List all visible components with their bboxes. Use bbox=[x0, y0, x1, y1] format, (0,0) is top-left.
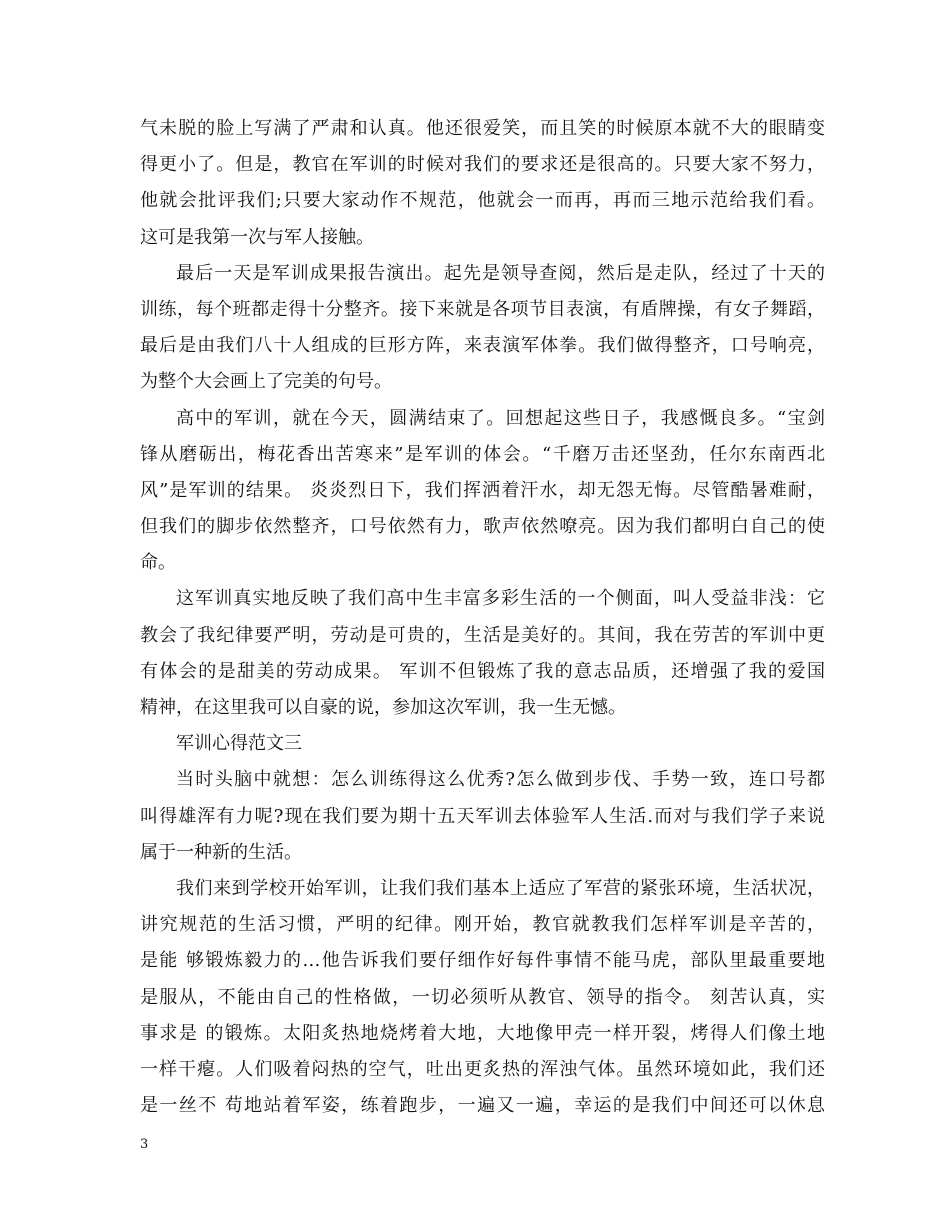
text-line: 是能 够锻炼毅力的…他告诉我们要仔细作好每件事情不能马虎，部队里最重要地 bbox=[140, 950, 825, 972]
text-line: 这可是我第一次与军人接触。 bbox=[140, 226, 374, 248]
text-line: 是一丝不 苟地站着军姿，练着跑步，一遍又一遍，幸运的是我们中间还可以休息 bbox=[140, 1095, 825, 1117]
text-line: 他就会批评我们;只要大家动作不规范，他就会一而再，再而三地示范给我们看。 bbox=[140, 190, 825, 212]
text-line: 风”是军训的结果。 炎炎烈日下，我们挥洒着汗水，却无怨无悔。尽管酷暑难耐， bbox=[140, 479, 825, 501]
page-number: 3 bbox=[140, 1137, 149, 1152]
text-line: 为整个大会画上了完美的句号。 bbox=[140, 371, 392, 393]
text-line: 训练，每个班都走得十分整齐。接下来就是各项节目表演，有盾牌操，有女子舞蹈， bbox=[140, 298, 825, 320]
text-line: 讲究规范的生活习惯，严明的纪律。刚开始，教官就教我们怎样军训是辛苦的， bbox=[140, 914, 825, 936]
text-line: 最后一天是军训成果报告演出。起先是领导查阅，然后是走队，经过了十天的 bbox=[176, 262, 825, 284]
text-line: 教会了我纪律要严明，劳动是可贵的，生活是美好的。其间，我在劳苦的军训中更 bbox=[140, 624, 825, 646]
text-line: 气未脱的脸上写满了严肃和认真。他还很爱笑，而且笑的时候原本就不大的眼睛变 bbox=[140, 118, 825, 139]
text-line: 属于一种新的生活。 bbox=[140, 841, 302, 863]
text-line: 锋从磨砺出，梅花香出苦寒来”是军训的体会。“千磨万击还坚劲，任尔东南西北 bbox=[140, 443, 825, 465]
text-line: 我们来到学校开始军训，让我们我们基本上适应了军营的紧张环境，生活状况， bbox=[176, 877, 825, 899]
text-line: 得更小了。但是，教官在军训的时候对我们的要求还是很高的。只要大家不努力， bbox=[140, 154, 825, 176]
text-line: 有体会的是甜美的劳动成果。 军训不但锻炼了我的意志品质，还增强了我的爱国 bbox=[140, 660, 825, 682]
text-line: 是服从，不能由自己的性格做，一切必须听从教官、领导的指令。 刻苦认真，实 bbox=[140, 986, 825, 1008]
text-line: 最后是由我们八十人组成的巨形方阵，来表演军体拳。我们做得整齐，口号响亮， bbox=[140, 335, 825, 357]
text-line: 叫得雄浑有力呢?现在我们要为期十五天军训去体验军人生活.而对与我们学子来说 bbox=[140, 805, 825, 827]
document-body bbox=[140, 111, 825, 1124]
text-line: 命。 bbox=[140, 552, 176, 574]
text-line: 高中的军训，就在今天，圆满结束了。回想起这些日子，我感慨良多。“宝剑 bbox=[176, 407, 825, 429]
text-line: 事求是 的锻炼。太阳炙热地烧烤着大地，大地像甲壳一样开裂，烤得人们像土地 bbox=[140, 1022, 825, 1044]
text-line: 军训心得范文三 bbox=[176, 733, 302, 755]
text-line: 一样干瘪。人们吸着闷热的空气，吐出更炙热的浑浊气体。虽然环境如此，我们还 bbox=[140, 1058, 825, 1080]
text-line: 精神，在这里我可以自豪的说，参加这次军训，我一生无憾。 bbox=[140, 697, 626, 718]
text-line: 但我们的脚步依然整齐，口号依然有力，歌声依然嘹亮。因为我们都明白自己的使 bbox=[140, 516, 825, 538]
text-line: 当时头脑中就想：怎么训练得这么优秀?怎么做到步伐、手势一致，连口号都 bbox=[176, 769, 825, 791]
text-line: 这军训真实地反映了我们高中生丰富多彩生活的一个侧面，叫人受益非浅：它 bbox=[176, 588, 825, 610]
